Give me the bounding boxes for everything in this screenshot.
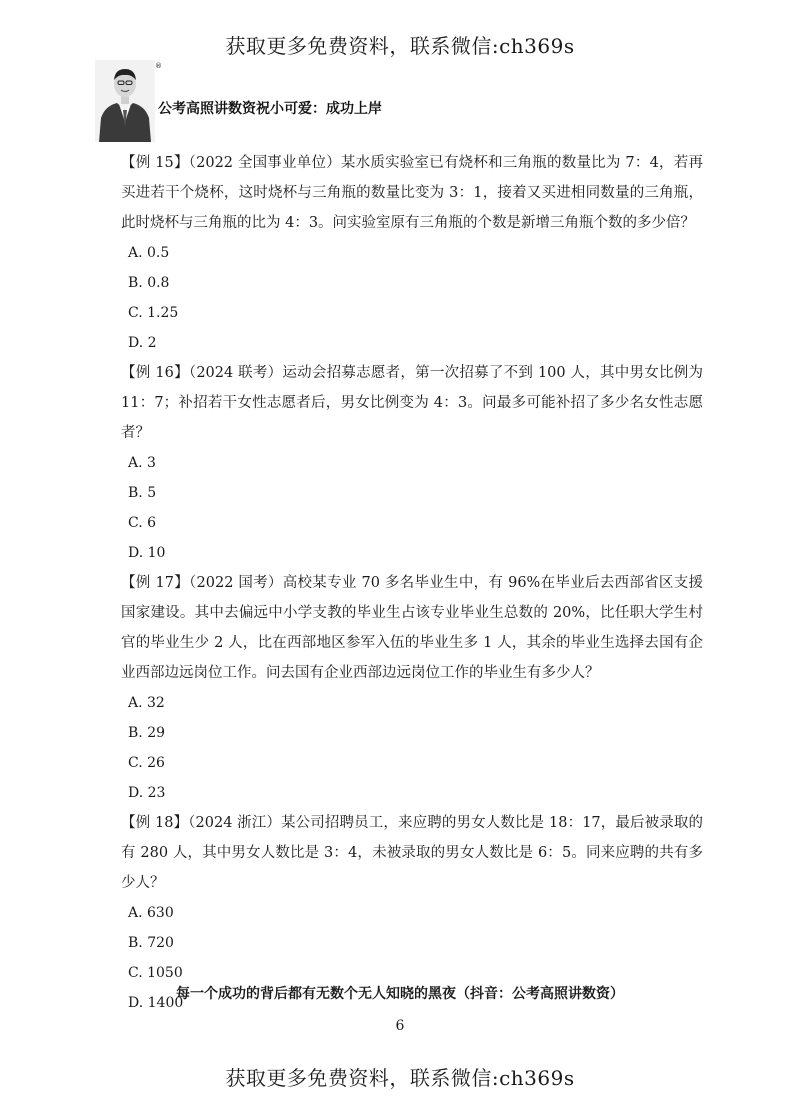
bottom-promo-banner: 获取更多免费资料，联系微信:ch369s [225, 1066, 575, 1090]
option-b: B. 720 [128, 935, 174, 951]
option-a: A. 630 [128, 905, 174, 921]
footer-motto: 每一个成功的背后都有无数个无人知晓的黑夜（抖音：公考高照讲数资） [176, 986, 624, 1002]
teacher-photo-illustration [95, 60, 155, 142]
question-text: 【例 17】（2022 国考）高校某专业 70 多名毕业生中，有 96%在毕业后去西部省区支援国家建设。其中去偏远中小学支教的毕业生占该专业毕业生总数的 20%，比任职大学生村官的毕业生少 2 人，比在西部地区参军入伍的毕业生多 1 人，其余的毕业生选择去国有企业西部边远岗位工作。问去国有企业西部边远岗位工作的毕业生有多少人？ [121, 575, 703, 681]
question-text: 【例 15】（2022 全国事业单位）某水质实验室已有烧杯和三角瓶的数量比为 7：4，若再买进若干个烧杯，这时烧杯与三角瓶的数量比变为 3：1，接着又买进相同数量的三角瓶，此时烧杯与三角瓶的比为 4：3。问实验室原有三角瓶的个数是新增三角瓶个数的多少倍？ [121, 155, 703, 231]
option-a: A. 3 [128, 455, 156, 471]
option-c: C. 26 [128, 755, 165, 771]
option-d: D. 1400 [128, 995, 184, 1011]
question-block [103, 148, 703, 358]
option-c: C. 1050 [128, 965, 183, 981]
page-number: 6 [395, 1018, 405, 1034]
teacher-photo [95, 60, 155, 142]
option-b: B. 5 [128, 485, 157, 501]
option-d: D. 2 [128, 335, 157, 351]
question-block [103, 358, 703, 568]
question-text: 【例 18】（2024 浙江）某公司招聘员工，来应聘的男女人数比是 18：17，最后被录取的有 280 人，其中男女人数比是 3：4，未被录取的男女人数比是 6：5。同来应聘的共有多少人？ [121, 815, 703, 891]
question-list [103, 148, 703, 1018]
option-c: C. 1.25 [128, 305, 179, 321]
header-slogan: 公考高照讲数资祝小可爱：成功上岸 [158, 101, 382, 117]
registered-mark: ® [155, 62, 162, 70]
option-d: D. 23 [128, 785, 166, 801]
option-b: B. 0.8 [128, 275, 170, 291]
option-b: B. 29 [128, 725, 166, 741]
question-text: 【例 16】（2024 联考）运动会招募志愿者，第一次招募了不到 100 人，其中男女比例为 11：7；补招若干女性志愿者后，男女比例变为 4：3。问最多可能补招了多少名女性志愿者？ [121, 365, 703, 441]
option-a: A. 0.5 [128, 245, 170, 261]
option-d: D. 10 [128, 545, 166, 561]
option-a: A. 32 [128, 695, 165, 711]
option-c: C. 6 [128, 515, 157, 531]
top-promo-banner: 获取更多免费资料，联系微信:ch369s [225, 34, 575, 58]
question-block [103, 568, 703, 808]
